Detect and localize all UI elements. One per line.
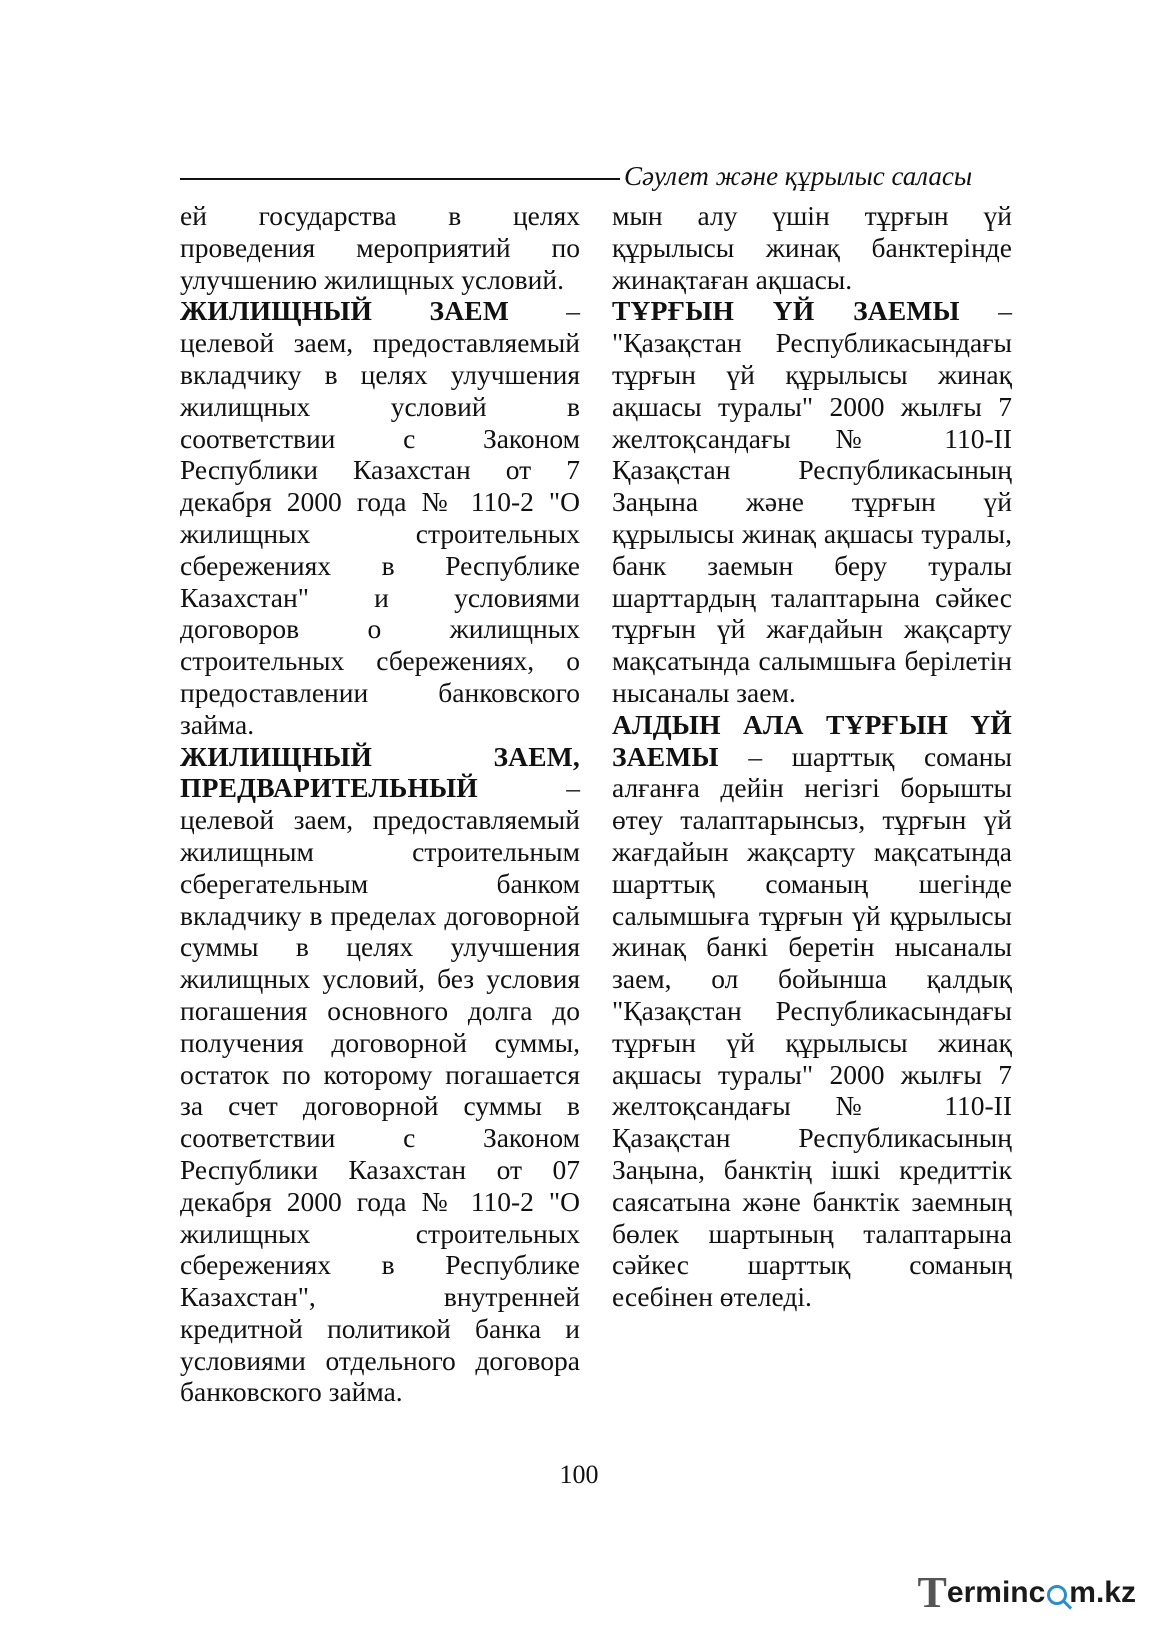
entry-term: АЛДЫН АЛА ТҰРҒЫН ҮЙ ЗАЕМЫ: [612, 708, 1012, 772]
right-column: [612, 200, 1012, 1313]
entry-continuation: [180, 200, 580, 295]
entry-text: – "Қазақстан Республикасындағы тұрғын үй құрылысы жинақ ақшасы туралы" 2000 жылғы 7 желтоқсандағы № 110-ІІ Қазақстан Республикасының Заңына және тұрғын үй құрылысы жинақ ақшасы туралы, банк заемын беру туралы шарттардың талаптарына сәйкес тұрғын үй жағдайын жақсарту мақсатында салымшыға берілетін нысаналы заем.: [612, 295, 1012, 708]
magnifier-icon: [1047, 1585, 1067, 1605]
logo-letter-t: T: [917, 1568, 947, 1617]
entry-text: мын алу үшін тұрғын үй құрылысы жинақ банктерінде жинақтаған ақшасы.: [612, 200, 1012, 295]
running-title: Сәулет және құрылыс саласы: [624, 161, 973, 191]
left-column: [180, 200, 580, 1408]
entry-term: ТҰРҒЫН ҮЙ ЗАЕМЫ: [612, 295, 960, 327]
entry-turgyn-ui-zaemy: [612, 295, 1012, 708]
termincom-logo: [917, 1568, 1136, 1617]
entry-text: ей государства в целях проведения мероприятий по улучшению жилищных условий.: [180, 200, 580, 295]
logo-text-part1: erminc: [946, 1576, 1046, 1609]
page-number: 100: [559, 1460, 599, 1489]
entry-continuation: [612, 200, 1012, 295]
entry-term: ЖИЛИЩНЫЙ ЗАЕМ, ПРЕДВАРИТЕЛЬНЫЙ: [180, 740, 580, 804]
entry-text: – шарттық соманы алғанға дейін негізгі борышты өтеу талаптарынсыз, тұрғын үй жағдайын жақсарту мақсатында шарттық соманың шегінде салымшыға тұрғын үй құрылысы жинақ банкі беретін нысаналы заем, ол бойынша қалдық "Қазақстан Республикасындағы тұрғын үй құрылысы жинақ ақшасы туралы" 2000 жылғы 7 желтоқсандағы № 110-ІІ Қазақстан Республикасының Заңына, банктің ішкі кредиттік саясатына және банктік заемның бөлек шартының талаптарына сәйкес шарттық соманың есебінен өтеледі.: [612, 740, 1012, 1313]
entry-housing-loan-preliminary: [180, 741, 580, 1409]
entry-term: ЖИЛИЩНЫЙ ЗАЕМ: [180, 295, 509, 327]
entry-aldyn-ala-zaemy: [612, 709, 1012, 1313]
logo-text-part2: m.kz: [1069, 1576, 1136, 1609]
entry-text: – целевой заем, предоставляемый вкладчику в целях улучшения жилищных условий в соответствии с Законом Республики Казахстан от 7 декабря 2000 года № 110-2 "О жилищных строительных сбережениях в Республике Казахстан" и условиями договоров о жилищных строительных сбережениях, о предоставлении банковского займа.: [180, 295, 580, 740]
entry-text: – целевой заем, предоставляемый жилищным строительным сберегательным банком вкладчику в пределах договорной суммы в целях улучшения жилищных условий, без условия погашения основного долга до получения договорной суммы, остаток по которому погашается за счет договорной суммы в соответствии с Законом Республики Казахстан от 07 декабря 2000 года № 110-2 "О жилищных строительных сбережениях в Республике Казахстан", внутренней кредитной политикой банка и условиями отдельного договора банковского займа.: [180, 772, 580, 1408]
header-rule: [180, 178, 620, 180]
entry-housing-loan: [180, 295, 580, 740]
